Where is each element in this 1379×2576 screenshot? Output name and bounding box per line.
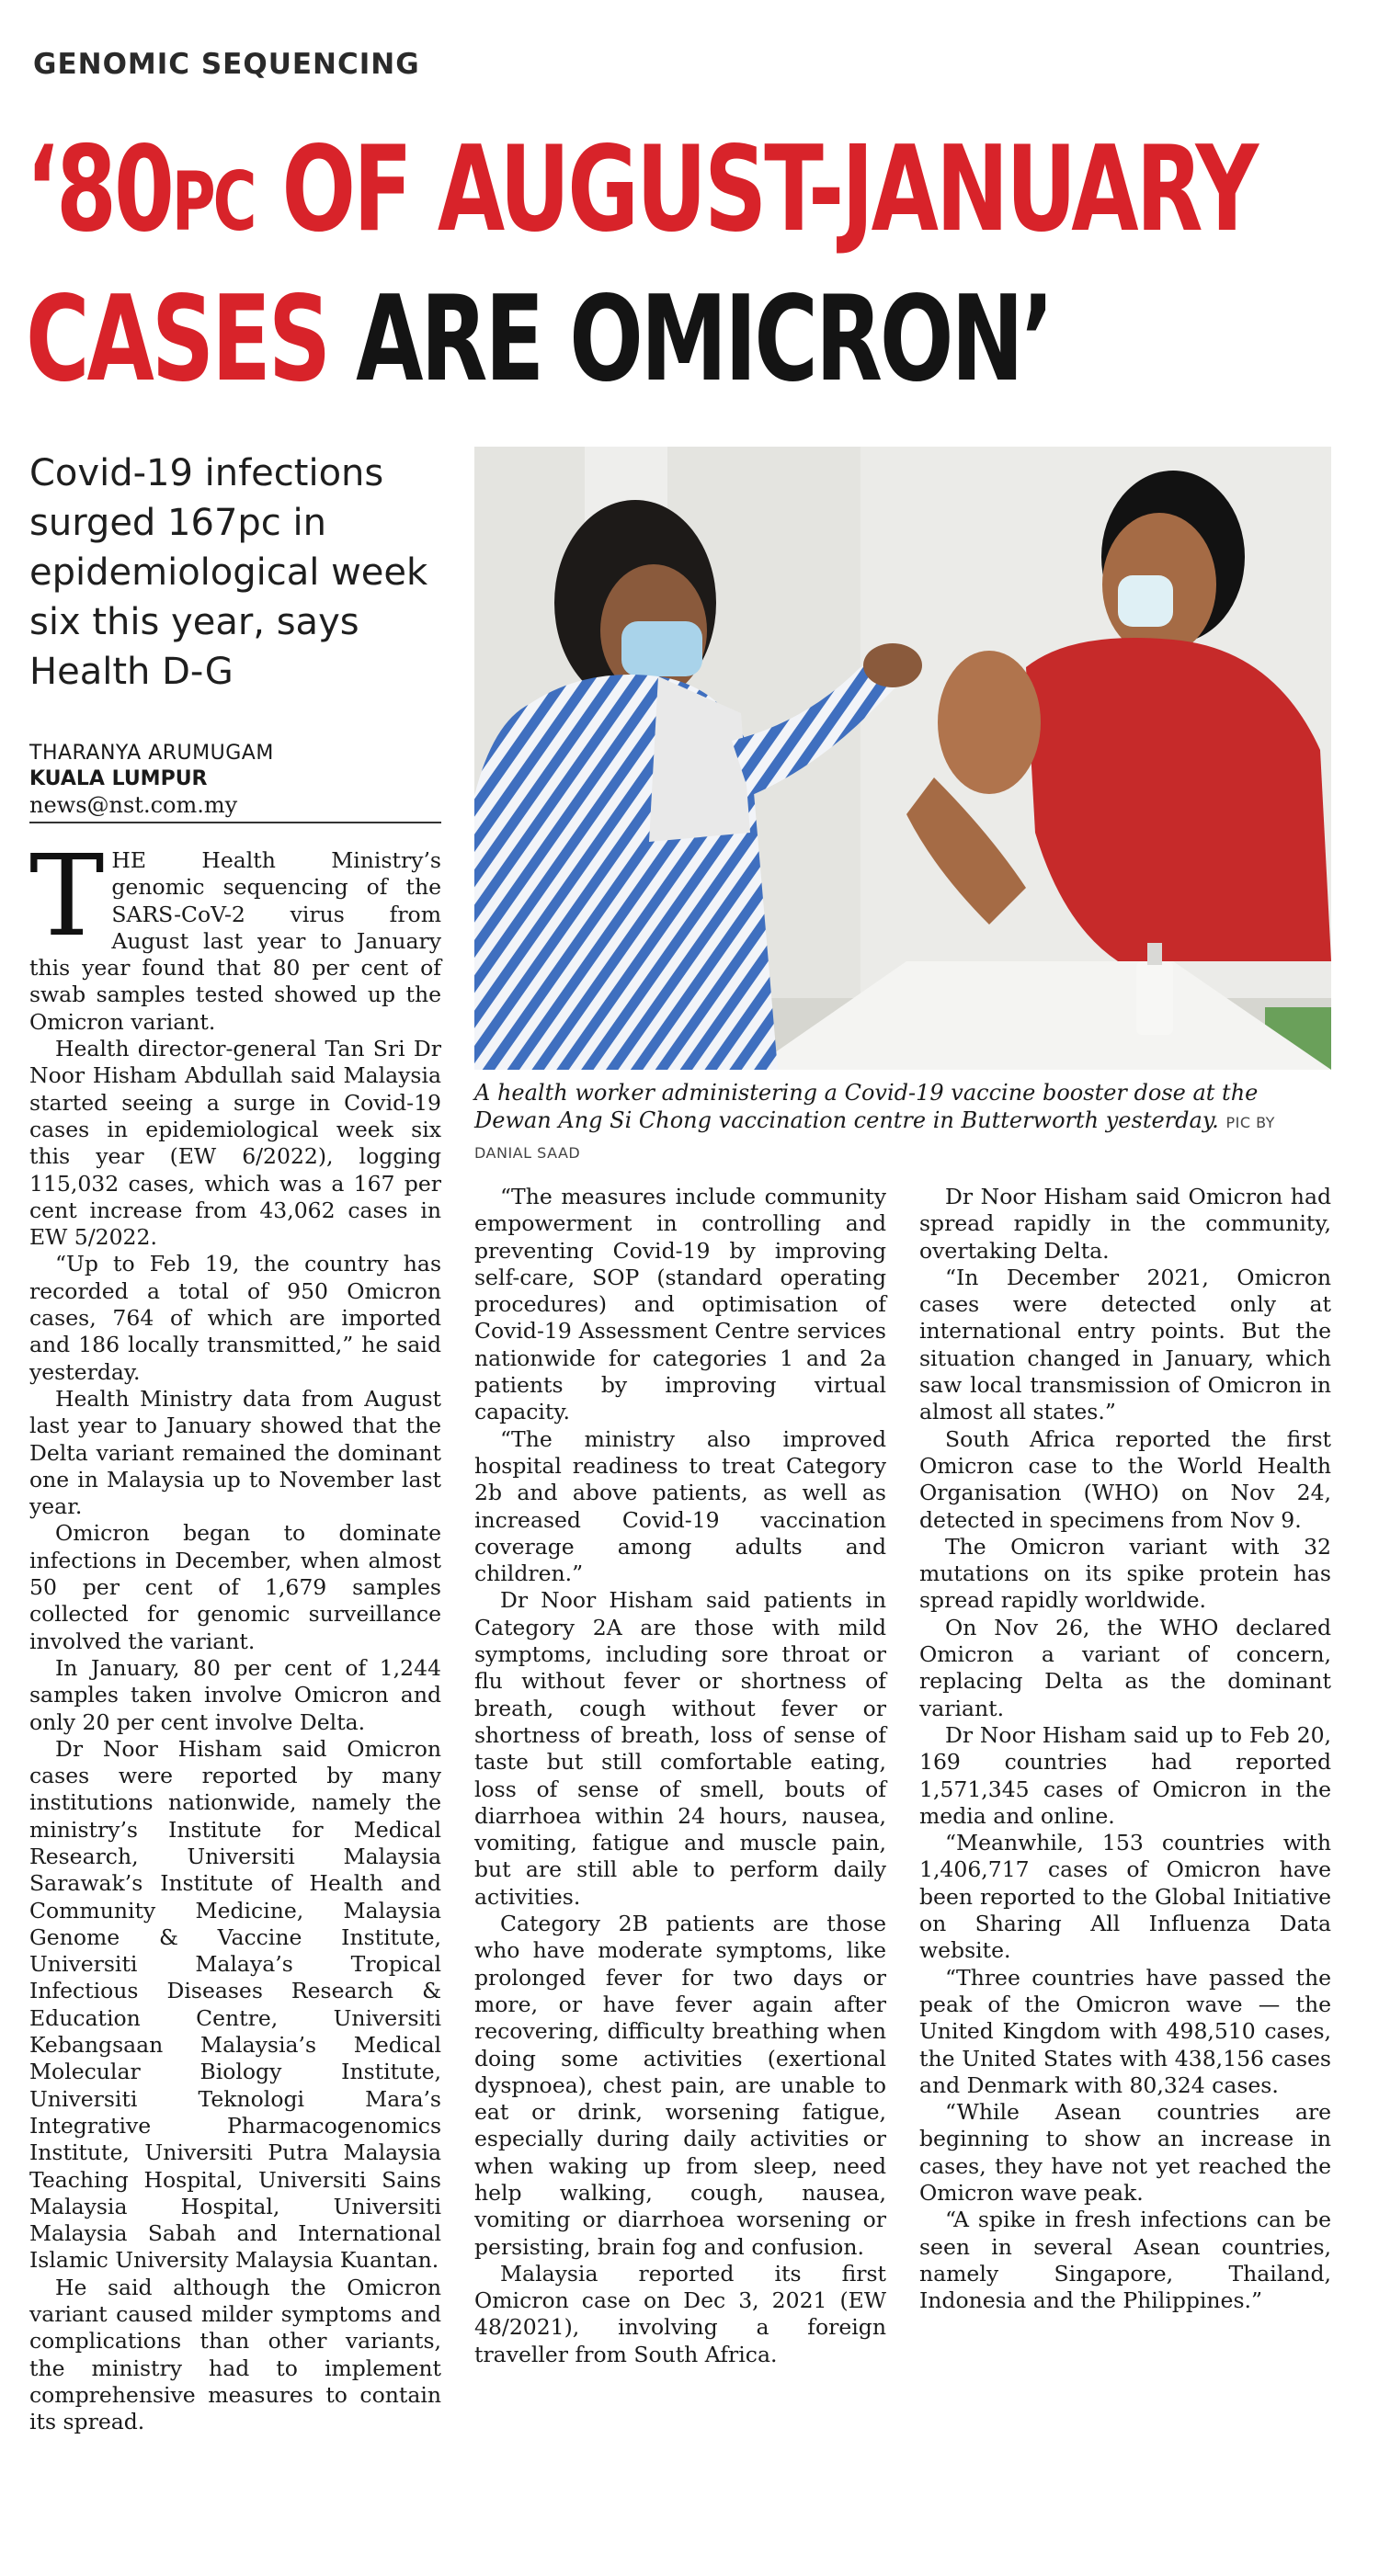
article-paragraph: The Omicron variant with 32 mutations on its spike protein has spread rapidly worldwide. — [919, 1533, 1331, 1614]
article-paragraph: “In December 2021, Omicron cases were detected only at international entry points. But the situation changed in January, which saw local transmission of Omicron in almost all states.” — [919, 1264, 1331, 1425]
headline-pc: PC — [171, 154, 255, 249]
article-paragraph: Health Ministry data from August last year to January showed that the Delta variant remained the dominant one in Malaysia up to November last year. — [29, 1385, 441, 1520]
article-paragraph: Malaysia reported its first Omicron case on Dec 3, 2021 (EW 48/2021), involving a foreign traveller from South Africa. — [474, 2260, 886, 2367]
headline — [26, 121, 1257, 409]
byline-location: KUALA LUMPUR — [29, 767, 208, 790]
article-paragraph: Category 2B patients are those who have moderate symptoms, like prolonged fever for two days or more, or have fever again after recovering, difficulty breathing when doing some activities (exertional dyspnoea), chest pain, are unable to eat or drink, worsening fatigue, especially during daily activities or when waking up from sleep, need help walking, cough, nausea, vomiting or diarrhoea worsening or persisting, brain fog and confusion. — [474, 1911, 886, 2260]
article-paragraph: “While Asean countries are beginning to show an increase in cases, they have not yet reached the Omicron wave peak. — [919, 2099, 1331, 2206]
deck-subheadline: Covid-19 infections surged 167pc in epidemiological week six this year, says Health D-G — [29, 452, 428, 693]
article-paragraph: “Meanwhile, 153 countries with 1,406,717 cases of Omicron have been reported to the Global Initiative on Sharing All Influenza Data website. — [919, 1830, 1331, 1964]
headline-line-1 — [26, 121, 1257, 271]
article-column-1 — [29, 831, 441, 2436]
article-paragraph — [29, 831, 441, 1036]
byline-email: news@nst.com.my — [29, 792, 238, 818]
paragraph-text: HE Health Ministry’s genomic sequencing of the SARS-CoV-2 virus from August last year to January this year found that 80 per cent of swab samples tested showed up the Omicron variant. — [29, 847, 441, 1035]
photo-credit: PIC BY DANIAL SAAD — [474, 1114, 1275, 1162]
article-paragraph: “A spike in fresh infections can be seen in several Asean countries, namely Singapore, Thailand, Indonesia and the Philippines.” — [919, 2207, 1331, 2314]
headline-cases: CASES — [26, 271, 329, 408]
article-paragraph: In January, 80 per cent of 1,244 samples taken involve Omicron and only 20 per cent involve Delta. — [29, 1654, 441, 1735]
article-paragraph: “Up to Feb 19, the country has recorded a total of 950 Omicron cases, 764 of which are imported and 186 locally transmitted,” he said yesterday. — [29, 1251, 441, 1385]
article-paragraph: Dr Noor Hisham said Omicron had spread rapidly in the community, overtaking Delta. — [919, 1184, 1331, 1264]
article-paragraph: On Nov 26, the WHO declared Omicron a variant of concern, replacing Delta as the dominant variant. — [919, 1614, 1331, 1721]
article-paragraph: “The measures include community empowerment in controlling and preventing Covid-19 by improving self-care, SOP (standard operating procedures) and optimisation of Covid-19 Assessment Centre services nationwide for categories 1 and 2a patients by improving virtual capacity. — [474, 1184, 886, 1425]
photo-caption-text: A health worker administering a Covid-19 vaccine booster dose at the Dewan Ang Si Chong vaccination centre in Butterworth yesterday. — [474, 1080, 1259, 1133]
article-paragraph: “The ministry also improved hospital readiness to treat Category 2b and above patients, as well as increased Covid-19 vaccination coverage among adults and children.” — [474, 1425, 886, 1587]
article-photo — [474, 447, 1331, 1070]
vaccination-photo-illustration — [474, 447, 1331, 1070]
headline-line-2 — [26, 271, 1052, 409]
headline-line1-rest: OF AUGUST-JANUARY — [254, 121, 1257, 258]
article-paragraph: South Africa reported the first Omicron case to the World Health Organisation (WHO) on Nov 24, detected in specimens from Nov 9. — [919, 1425, 1331, 1533]
headline-80: ‘80 — [26, 121, 172, 258]
article-paragraph: He said although the Omicron variant caused milder symptoms and complications than other variants, the ministry had to implement comprehensive measures to contain its spread. — [29, 2274, 441, 2435]
article-paragraph: Health director-general Tan Sri Dr Noor Hisham Abdullah said Malaysia started seeing a surge in Covid-19 cases in epidemiological week six this year (EW 6/2022), logging 115,032 cases, which was a 167 per cent increase from 43,062 cases in EW 5/2022. — [29, 1036, 441, 1251]
headline-are-omicron: ARE OMICRON’ — [328, 271, 1052, 408]
byline-author: THARANYA ARUMUGAM — [29, 742, 274, 765]
article-paragraph: Dr Noor Hisham said patients in Category 2A are those with mild symptoms, including sore throat or flu without fever or shortness of breath, cough without fever or shortness of breath, loss of sense of taste but still comfortable eating, loss of sense of smell, bouts of diarrhoea within 24 hours, nausea, vomiting, fatigue and muscle pain, but are still able to perform daily activities. — [474, 1587, 886, 1910]
section-kicker: GENOMIC SEQUENCING — [33, 48, 420, 81]
article-column-3 — [919, 1184, 1331, 2314]
article-column-2 — [474, 1184, 886, 2368]
photo-caption — [474, 1079, 1331, 1167]
article-paragraph: “Three countries have passed the peak of the Omicron wave — the United Kingdom with 498,510 cases, the United States with 438,156 cases and Denmark with 80,324 cases. — [919, 1964, 1331, 2098]
article-paragraph: Dr Noor Hisham said Omicron cases were reported by many institutions nationwide, namely the ministry’s Institute for Medical Research, Universiti Malaysia Sarawak’s Institute of Health and Community Medicine, Malaysia Genome & Vaccine Institute, Universiti Malaya’s Tropical Infectious Diseases Research & Education Centre, Universiti Kebangsaan Malaysia’s Medical Molecular Biology Institute, Universiti Teknologi Mara’s Integrative Pharmacogenomics Institute, Universiti Putra Malaysia Teaching Hospital, Universiti Sains Malaysia Hospital, Universiti Malaysia Sabah and International Islamic University Malaysia Kuantan. — [29, 1735, 441, 2274]
byline-divider — [29, 822, 441, 823]
drop-cap: T — [29, 831, 105, 961]
article-paragraph: Omicron began to dominate infections in December, when almost 50 per cent of 1,679 samples collected for genomic surveillance involved the variant. — [29, 1520, 441, 1654]
article-paragraph: Dr Noor Hisham said up to Feb 20, 169 countries had reported 1,571,345 cases of Omicron in the media and online. — [919, 1721, 1331, 1829]
byline — [29, 741, 443, 818]
